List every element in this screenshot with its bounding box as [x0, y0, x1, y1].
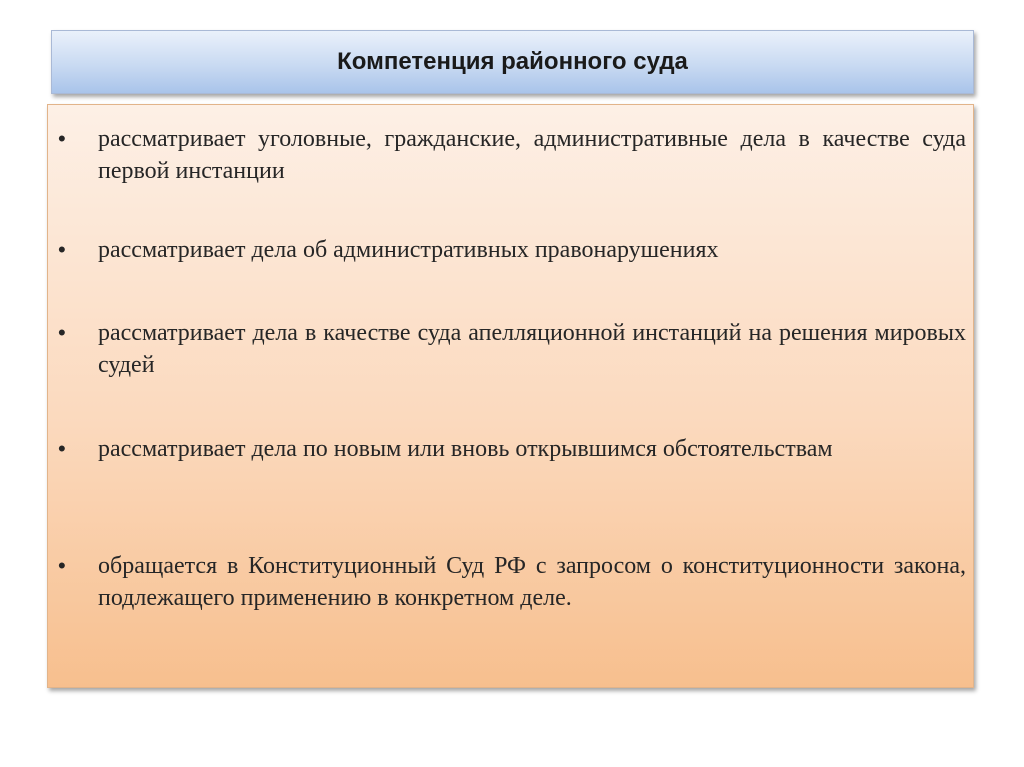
title-box — [51, 30, 974, 94]
list-item — [58, 433, 966, 465]
list-item-text: обращается в Конституционный Суд РФ с запросом о конституционности закона, подлежащего применению в конкретном деле. — [98, 553, 966, 611]
slide-title: Компетенция районного суда — [337, 48, 688, 75]
list-item-text: рассматривает дела об административных правонарушениях — [98, 237, 719, 263]
content-box — [47, 104, 974, 688]
bullet-icon: • — [58, 436, 66, 461]
bullet-icon: • — [58, 126, 66, 151]
bullet-icon: • — [58, 320, 66, 345]
list-item — [58, 123, 966, 187]
list-item — [58, 550, 966, 614]
bullet-icon: • — [58, 553, 66, 578]
list-item-text: рассматривает уголовные, гражданские, административные дела в качестве суда первой инстанции — [98, 126, 966, 184]
list-item-text: рассматривает дела в качестве суда апелляционной инстанций на решения мировых судей — [98, 320, 966, 378]
list-item-text: рассматривает дела по новым или вновь открывшимся обстоятельствам — [98, 436, 833, 462]
bullet-icon: • — [58, 237, 66, 262]
list-item — [58, 234, 966, 266]
list-item — [58, 317, 966, 381]
